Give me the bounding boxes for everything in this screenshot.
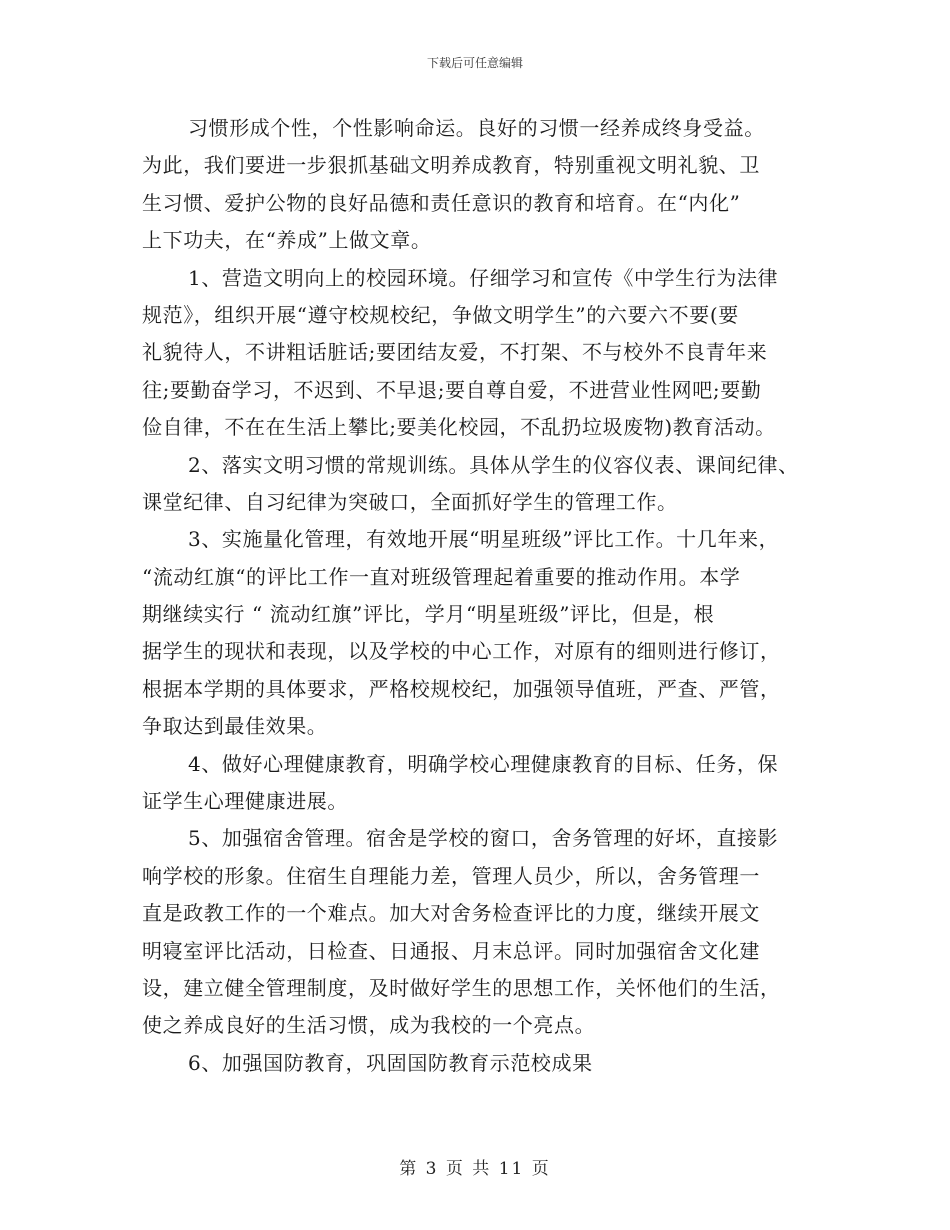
text-line: 期继续实行 “ 流动红旗”评比，学月“明星班级”评比，但是，根 [142,602,715,627]
text-line: 往;要勤奋学习，不迟到、不早退;要自尊自爱，不进营业性网吧;要勤 [142,377,762,402]
text-line: 设，建立健全管理制度，及时做好学生的思想工作，关怀他们的生活， [142,975,781,1000]
text-line: 4、做好心理健康教育，明确学校心理健康教育的目标、任务，保 [188,751,779,776]
text-line: 直是政教工作的一个难点。加大对舍务检查评比的力度，继续开展文 [142,901,760,926]
text-line: 使之养成良好的生活习惯，成为我校的一个亮点。 [142,1013,596,1038]
text-line: 响学校的形象。住宿生自理能力差，管理人员少，所以，舍务管理一 [142,863,760,888]
text-line: 证学生心理健康进展。 [142,789,348,814]
text-line: 规范》，组织开展“遵守校规校纪，争做文明学生”的六要六不要(要 [142,302,739,327]
header-note: 下载后可任意编辑 [426,56,523,70]
text-line: 生习惯、爱护公物的良好品德和责任意识的教育和培育。在“内化” [142,190,741,215]
text-line: 明寝室评比活动，日检查、日通报、月末总评。同时加强宿舍文化建 [142,938,760,963]
text-line: 3、实施量化管理，有效地开展“明星班级”评比工作。十几年来， [188,527,780,552]
text-line: 2、落实文明习惯的常规训练。具体从学生的仪容仪表、课间纪律、 [188,452,799,477]
text-line: 据学生的现状和表现，以及学校的中心工作，对原有的细则进行修订， [142,639,781,664]
text-line: 上下功夫，在“养成”上做文章。 [142,228,432,253]
text-line: 为此，我们要进一步狠抓基础文明养成教育，特别重视文明礼貌、卫 [142,153,760,178]
text-line: 5、加强宿舍管理。宿舍是学校的窗口，舍务管理的好坏，直接影 [188,826,779,851]
text-line: 根据本学期的具体要求，严格校规校纪，加强领导值班，严查、严管， [142,676,781,701]
text-line: 争取达到最佳效果。 [142,714,328,739]
text-line: 俭自律，不在在生活上攀比;要美化校园，不乱扔垃圾废物)教育活动。 [142,415,776,440]
text-line: 课堂纪律、自习纪律为突破口，全面抓好学生的管理工作。 [142,489,678,514]
text-line: 习惯形成个性，个性影响命运。良好的习惯一经养成终身受益。 [188,116,765,140]
text-line: 6、加强国防教育，巩固国防教育示范校成果 [188,1050,593,1075]
text-line: 1、营造文明向上的校园环境。仔细学习和宣传《中学生行为法律 [188,265,779,290]
document-body [142,110,817,1082]
page-number: 第 3 页 共 11 页 [399,1159,551,1179]
text-line: “流动红旗“的评比工作一直对班级管理起着重要的推动作用。本学 [142,564,741,589]
text-line: 礼貌待人，不讲粗话脏话;要团结友爱，不打架、不与校外不良青年来 [142,340,768,365]
